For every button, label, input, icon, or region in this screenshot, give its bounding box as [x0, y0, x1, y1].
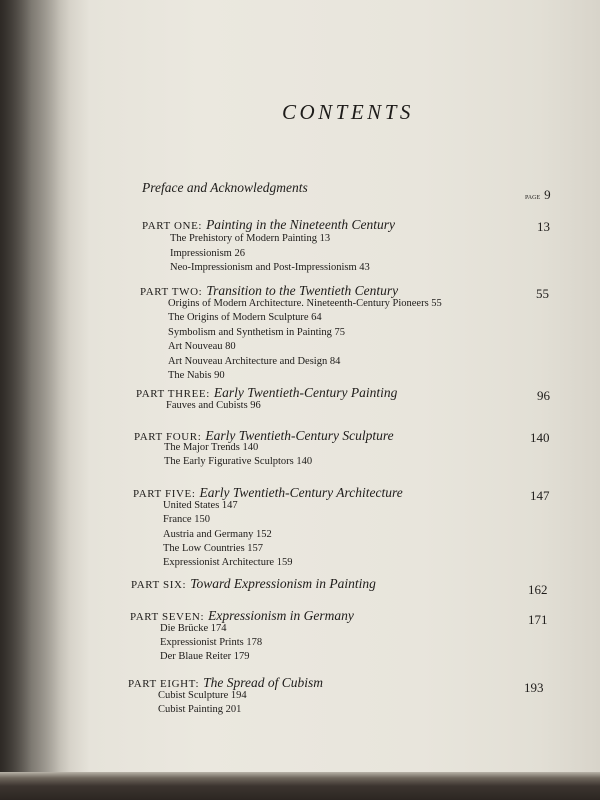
toc-entry: Austria and Germany 152	[163, 529, 272, 540]
spine-shadow	[0, 0, 70, 800]
part-six-page: 162	[528, 582, 548, 597]
part-four-page: 140	[530, 430, 550, 445]
toc-entry: Die Brücke 174	[160, 623, 227, 634]
toc-entry: France 150	[163, 514, 210, 525]
part-two-page: 55	[536, 286, 549, 301]
page-bottom-edge	[0, 772, 600, 800]
part-label: PART SIX:	[131, 579, 187, 591]
toc-entry: Expressionist Architecture 159	[163, 557, 293, 568]
part-label: PART TWO:	[140, 286, 203, 298]
toc-entry: Expressionist Prints 178	[160, 637, 263, 648]
toc-entry: The Origins of Modern Sculpture 64	[168, 312, 322, 323]
part-eight-page: 193	[524, 680, 544, 695]
part-one-page: 13	[537, 219, 550, 234]
part-label: PART SEVEN:	[130, 611, 205, 623]
part-five-page: 147	[530, 488, 550, 503]
toc-entry: The Nabis 90	[168, 370, 225, 381]
part-three-page: 96	[537, 388, 550, 403]
page-title: CONTENTS	[282, 100, 414, 124]
part-one-heading	[142, 216, 395, 234]
part-label: PART FIVE:	[133, 488, 196, 500]
part-title: Early Twentieth-Century Architecture	[199, 485, 403, 500]
part-title: Painting in the Nineteenth Century	[206, 217, 396, 232]
preface-page-number: 9	[544, 187, 551, 202]
toc-entry: The Early Figurative Sculptors 140	[164, 456, 313, 467]
toc-entry: Art Nouveau 80	[168, 341, 236, 352]
page-word: page	[525, 191, 541, 201]
part-six-heading	[131, 575, 376, 593]
toc-entry: Fauves and Cubists 96	[166, 400, 261, 411]
toc-entry: Art Nouveau Architecture and Design 84	[168, 356, 341, 367]
preface-page	[525, 186, 551, 204]
toc-entry: Symbolism and Synthetism in Painting 75	[168, 327, 346, 338]
toc-entry: Cubist Sculpture 194	[158, 690, 247, 701]
part-label: PART THREE:	[136, 388, 210, 400]
toc-entry: Neo-Impressionism and Post-Impressionism 43	[170, 262, 370, 273]
part-title: Expressionism in Germany	[208, 608, 354, 623]
part-label: PART EIGHT:	[128, 678, 200, 690]
toc-entry: Cubist Painting 201	[158, 704, 242, 715]
toc-entry: Impressionism 26	[170, 248, 245, 259]
part-title: Early Twentieth-Century Sculpture	[205, 428, 394, 443]
toc-entry: The Prehistory of Modern Painting 13	[170, 233, 331, 244]
toc-entry: The Major Trends 140	[164, 442, 259, 453]
part-title: Early Twentieth-Century Painting	[213, 385, 398, 400]
part-title: Toward Expressionism in Painting	[190, 576, 376, 591]
toc-entry: Origins of Modern Architecture. Nineteenth-Century Pioneers 55	[168, 298, 442, 309]
part-label: PART FOUR:	[134, 431, 202, 443]
toc-entry: The Low Countries 157	[163, 543, 264, 554]
part-seven-page: 171	[528, 612, 548, 627]
toc-entry: Der Blaue Reiter 179	[160, 651, 250, 662]
part-label: PART ONE:	[142, 220, 203, 232]
preface-title: Preface and Acknowledgments	[142, 180, 308, 195]
toc-entry: United States 147	[163, 500, 238, 511]
part-title: Transition to the Twentieth Century	[206, 283, 399, 298]
part-title: The Spread of Cubism	[203, 675, 323, 690]
